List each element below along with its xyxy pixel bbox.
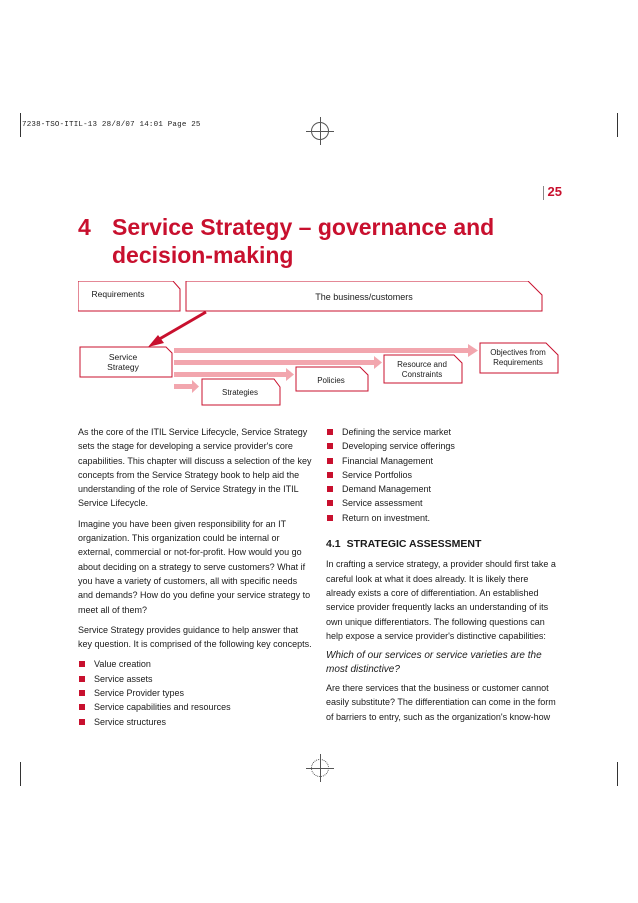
crop-mark-top-right [617, 113, 618, 137]
list-item: Service assets [78, 672, 314, 686]
registration-mark-icon [311, 122, 329, 140]
registration-mark-icon [311, 759, 329, 777]
arrow-to-policies [174, 372, 286, 377]
list-item: Financial Management [326, 454, 560, 468]
list-item: Service structures [78, 715, 314, 729]
substitution-paragraph: Are there services that the business or customer cannot easily substitute? The differentiation can come in the form of barriers to entry, such as the organization's know-how [326, 683, 556, 722]
section-heading [326, 537, 560, 551]
resource-label-line1: Resource and [397, 360, 447, 369]
scenario-paragraph: Imagine you have been given responsibility for an IT organization. This organization could be internal or external, commercial or not-for-profit. How would you go about deciding on a strategy to serve customers? What if you have a variety of customers, all with specific needs and demands? How do you define your service strategy to meet all of them? [78, 518, 311, 615]
page-number-divider [543, 186, 544, 200]
chapter-title-line2: decision-making [112, 242, 294, 268]
arrowhead-icon [286, 368, 294, 381]
right-column [326, 425, 560, 730]
strategies-label: Strategies [221, 388, 259, 397]
arrowhead-icon [468, 344, 478, 357]
print-slug: 7238-TSO-ITIL-13 28/8/07 14:01 Page 25 [22, 121, 201, 129]
chapter-title-line1: Service Strategy – governance and [112, 214, 495, 240]
arrowhead-icon [192, 380, 199, 393]
business-label: The business/customers [315, 292, 413, 302]
crop-mark-bottom-right [617, 762, 618, 786]
resource-label [384, 360, 460, 380]
service-strategy-label-line2: Strategy [107, 362, 139, 372]
objectives-label-line1: Objectives from [490, 348, 546, 357]
requirements-label: Requirements [91, 289, 145, 299]
page-number: 25 [547, 184, 562, 199]
section-title: STRATEGIC ASSESSMENT [346, 538, 482, 551]
requirements-arrow [156, 312, 206, 341]
arrow-to-strategies [174, 384, 192, 389]
section-number: 4.1 [326, 538, 341, 551]
list-item: Service Portfolios [326, 468, 560, 482]
service-strategy-label [80, 352, 166, 372]
list-item: Service Provider types [78, 686, 314, 700]
arrow-to-resources [174, 360, 374, 365]
intro-paragraph: As the core of the ITIL Service Lifecycle, Service Strategy sets the stage for developing a service provider's core capabilities. This chapter will discuss a selection of the key concepts from the Service Strategy book to help aid the understanding of the role of Service Strategy in the ITIL Service Lifecycle. [78, 427, 312, 509]
list-item: Value creation [78, 657, 314, 671]
list-item: Service capabilities and resources [78, 700, 314, 714]
assessment-paragraph: In crafting a service strategy, a provider should first take a careful look at what it does already. It is likely there already exists a core of differentiation. An established service provider frequently lacks an understanding of its own unique differentiators. The following questions can help expose a service provider's distinctive capabilities: [326, 559, 556, 641]
service-strategy-diagram [78, 281, 560, 411]
arrowhead-icon [374, 356, 382, 369]
chapter-title [78, 213, 558, 269]
left-column [78, 425, 314, 729]
policies-label: Policies [317, 376, 345, 385]
guidance-paragraph: Service Strategy provides guidance to help answer that key question. It is comprised of the following key concepts. [78, 624, 312, 650]
objectives-label [480, 348, 556, 368]
chapter-number: 4 [78, 214, 91, 240]
list-item: Demand Management [326, 482, 560, 496]
objectives-label-line2: Requirements [493, 358, 543, 367]
key-concepts-list-continued [326, 425, 560, 525]
crop-mark-bottom-left [20, 762, 21, 786]
question-text: Which of our services or service varieties are the most distinctive? [326, 650, 542, 676]
resource-label-line2: Constraints [401, 370, 443, 379]
arrow-to-objectives [174, 348, 468, 353]
list-item: Return on investment. [326, 511, 560, 525]
list-item: Developing service offerings [326, 439, 560, 453]
key-concepts-list [78, 657, 314, 728]
list-item: Service assessment [326, 496, 560, 510]
service-strategy-label-line1: Service [108, 352, 138, 362]
list-item: Defining the service market [326, 425, 560, 439]
crop-mark-top-left [20, 113, 21, 137]
